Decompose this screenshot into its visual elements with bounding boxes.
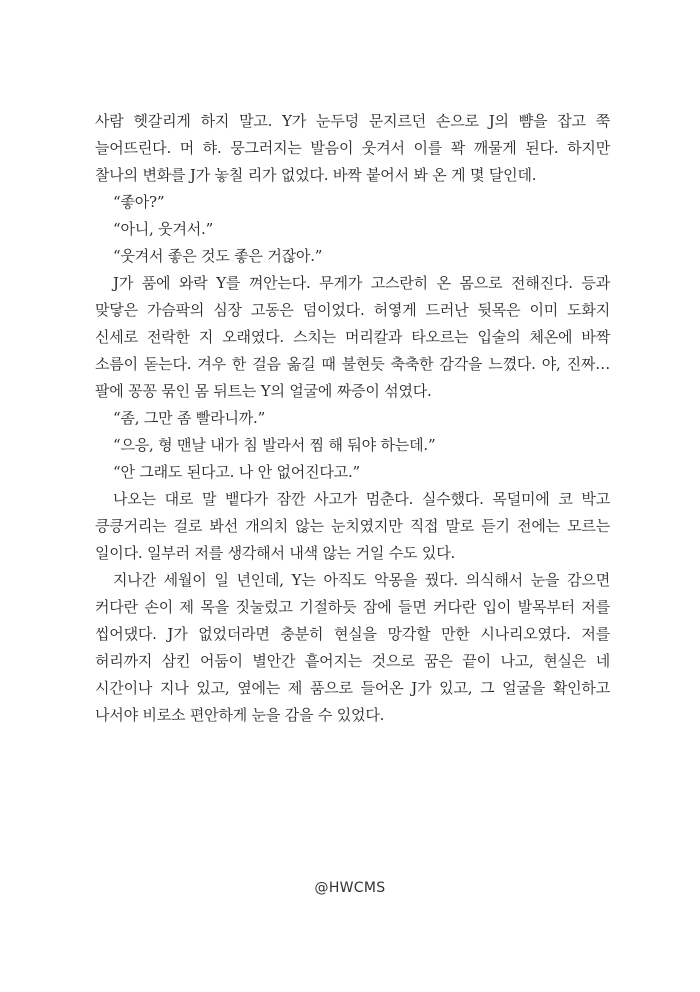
dialogue-line: “안 그래도 된다고. 나 안 없어진다고.”: [113, 463, 360, 481]
story-text: [95, 108, 610, 729]
dialogue-line: “좀, 그만 좀 빨라니까.”: [113, 409, 266, 427]
paragraph: 나오는 대로 말 뱉다가 잠깐 사고가 멈춘다. 실수했다. 목덜미에 코 박고 킁킁거리는 걸로 봐선 개의치 않는 눈치였지만 직접 말로 듣기 전에는 모르는 일이다. 일부러 저를 생각해서 내색 않는 거일 수도 있다.: [95, 490, 610, 562]
dialogue-line: “웃겨서 좋은 것도 좋은 거잖아.”: [113, 247, 323, 265]
paragraph: 사람 헷갈리게 하지 말고. Y가 눈두덩 문지르던 손으로 J의 뺨을 잡고 쭉 늘어뜨린다. 머 햐. 뭉그러지는 발음이 웃겨서 이를 꽉 깨물게 된다. 하지만 찰나의 변화를 J가 놓칠 리가 없었다. 바짝 붙어서 봐 온 게 몇 달인데.: [95, 112, 610, 184]
paragraph: 지나간 세월이 일 년인데, Y는 아직도 악몽을 꿨다. 의식해서 눈을 감으면 커다란 손이 제 목을 짓눌렀고 기절하듯 잠에 들면 커다란 입이 발목부터 저를 씹어댔다. J가 없었더라면 충분히 현실을 망각할 만한 시나리오였다. 저를 허리까지 삼킨 어둠이 별안간 흩어지는 것으로 꿈은 끝이 나고, 현실은 네 시간이나 지나 있고, 옆에는 제 품으로 들어온 J가 있고, 그 얼굴을 확인하고 나서야 비로소 편안하게 눈을 감을 수 있었다.: [95, 571, 610, 724]
paragraph: J가 품에 와락 Y를 껴안는다. 무게가 고스란히 온 몸으로 전해진다. 등과 맞닿은 가슴팍의 심장 고동은 덤이었다. 허옇게 드러난 뒷목은 이미 도화지 신세로 전락한 지 오래였다. 스치는 머리칼과 타오르는 입술의 체온에 바짝 소름이 돋는다. 겨우 한 걸음 옮길 때 불현듯 축축한 감각을 느꼈다. 야, 진짜… 팔에 꽁꽁 묶인 몸 뒤트는 Y의 얼굴에 짜증이 섞였다.: [95, 274, 610, 400]
footer-credit: @HWCMS: [314, 880, 386, 896]
dialogue-line: “으응, 형 맨날 내가 침 발라서 찜 해 둬야 하는데.”: [113, 436, 436, 454]
dialogue-line: “좋아?”: [113, 193, 165, 211]
dialogue-line: “아니, 웃겨서.”: [113, 220, 214, 238]
